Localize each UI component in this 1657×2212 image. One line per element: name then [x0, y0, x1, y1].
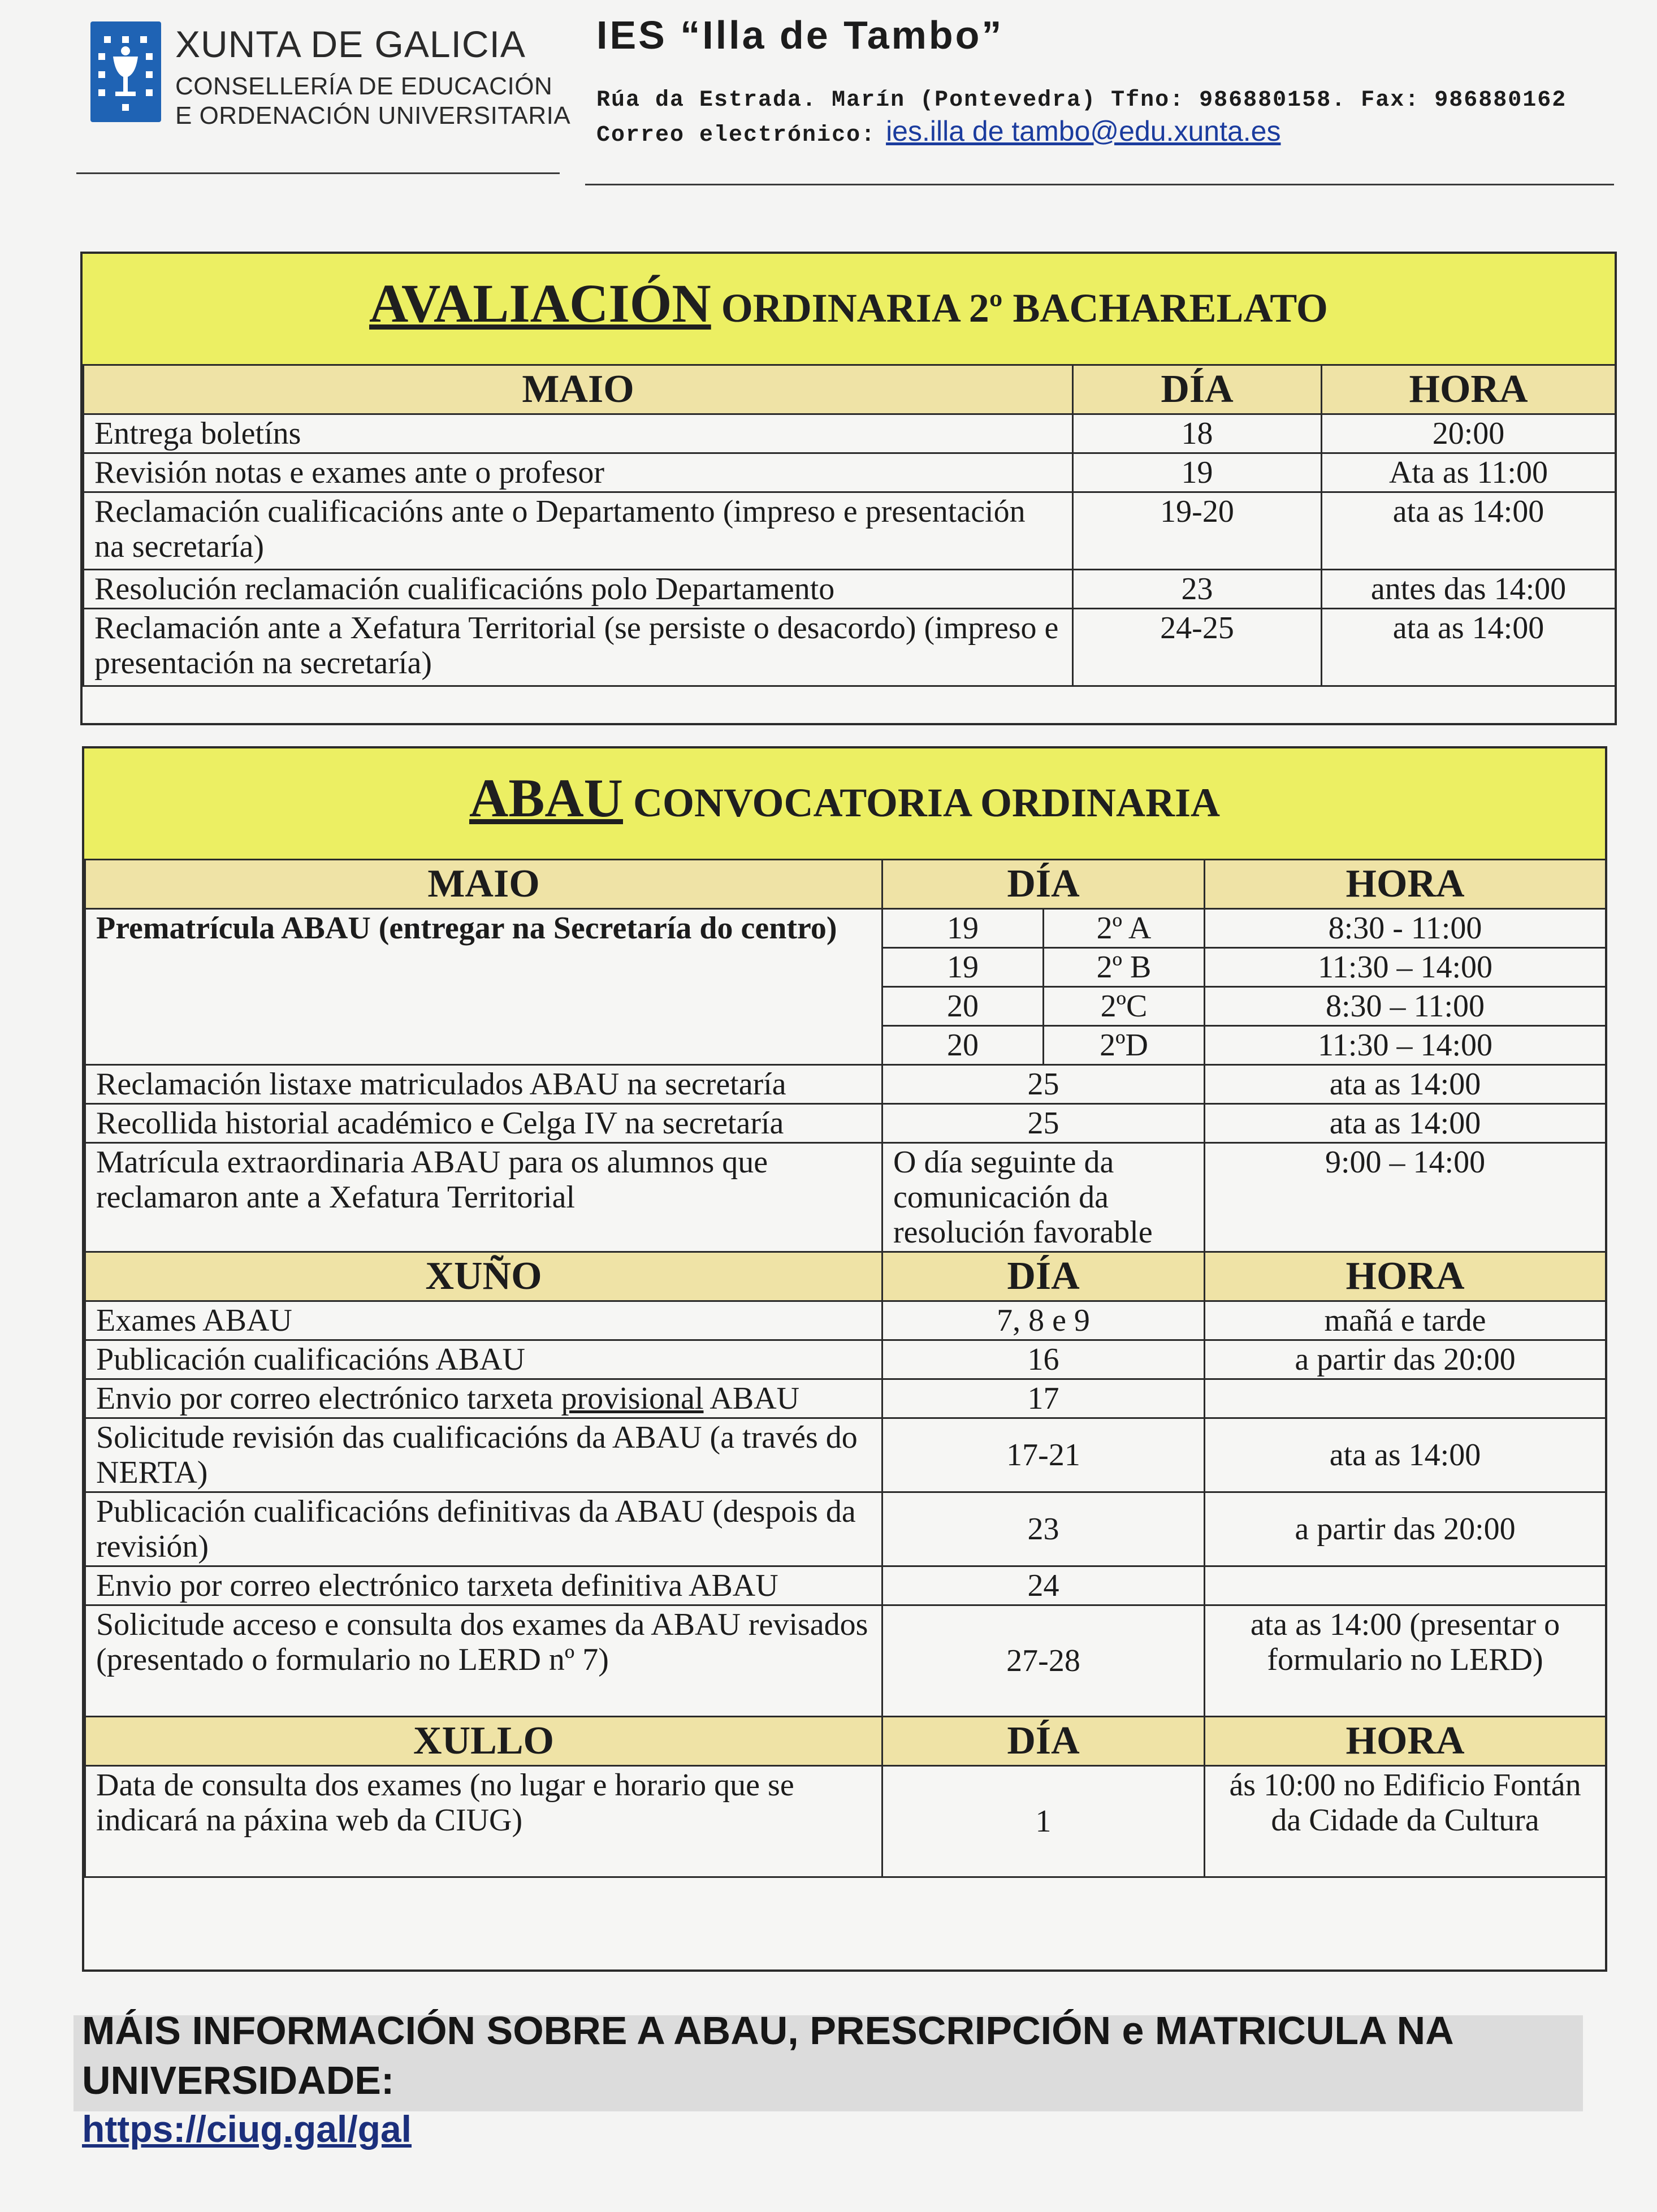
group-cell: 2º B: [1044, 948, 1205, 987]
abau-title-sub: CONVOCATORIA ORDINARIA: [623, 780, 1220, 825]
day-cell: 17-21: [882, 1418, 1205, 1492]
group-cell: 2ºC: [1044, 987, 1205, 1026]
day-cell: 20: [882, 1026, 1044, 1065]
day-cell: 24: [882, 1566, 1205, 1605]
activity-cell: Reclamación cualificacións ante o Departamento (impreso e presentación na secretaría): [84, 492, 1073, 570]
header-divider-left: [76, 172, 560, 174]
header-month: XUÑO: [85, 1252, 882, 1301]
abau-title-band: [84, 748, 1605, 861]
table-row: [85, 1418, 1606, 1492]
table-row: [85, 1379, 1606, 1418]
activity-cell: [85, 1379, 882, 1418]
day-cell: 19: [1073, 453, 1322, 492]
avaliacion-title-band: [83, 254, 1615, 366]
table-row: [85, 1065, 1606, 1104]
header-month: XULLO: [85, 1717, 882, 1766]
header-month: MAIO: [85, 860, 882, 909]
day-cell: 23: [1073, 570, 1322, 609]
day-cell: 19: [882, 909, 1044, 948]
table-row: [85, 1492, 1606, 1566]
hour-cell: ata as 14:00: [1205, 1418, 1606, 1492]
group-cell: 2º A: [1044, 909, 1205, 948]
day-cell: 27-28: [882, 1605, 1205, 1717]
hour-cell: 8:30 – 11:00: [1205, 987, 1606, 1026]
day-cell: 1: [882, 1766, 1205, 1877]
school-address: Rúa da Estrada. Marín (Pontevedra) Tfno: 986880158. Fax: 986880162: [596, 88, 1567, 113]
hour-cell: [1205, 1566, 1606, 1605]
day-cell: 18: [1073, 414, 1322, 453]
header-hour: HORA: [1322, 365, 1616, 414]
table-row: [84, 414, 1616, 453]
hour-cell: 8:30 - 11:00: [1205, 909, 1606, 948]
header-divider-right: [585, 184, 1614, 185]
day-cell: 17: [882, 1379, 1205, 1418]
header-day: DÍA: [882, 860, 1205, 909]
day-cell: 23: [882, 1492, 1205, 1566]
hour-cell: Ata as 11:00: [1322, 453, 1616, 492]
hour-cell: ata as 14:00: [1205, 1065, 1606, 1104]
table-header-row: [85, 1717, 1606, 1766]
hour-cell: [1205, 1379, 1606, 1418]
school-name: IES “Illa de Tambo”: [596, 13, 1004, 57]
avaliacion-title-sub: ORDINARIA 2º BACHARELATO: [711, 285, 1328, 331]
hour-cell: 20:00: [1322, 414, 1616, 453]
activity-cell: Exames ABAU: [85, 1301, 882, 1340]
xunta-department-line-2: E ORDENACIÓN UNIVERSITARIA: [175, 102, 571, 129]
table-row: [84, 492, 1616, 570]
xunta-logo: [90, 21, 161, 122]
day-cell: 25: [882, 1104, 1205, 1143]
table-row: [85, 1104, 1606, 1143]
day-cell: 7, 8 e 9: [882, 1301, 1205, 1340]
header-day: DÍA: [882, 1717, 1205, 1766]
day-cell: 19: [882, 948, 1044, 987]
activity-cell: Recollida historial académico e Celga IV na secretaría: [85, 1104, 882, 1143]
activity-text-post: ABAU: [703, 1381, 800, 1416]
activity-cell: Reclamación ante a Xefatura Territorial (se persiste o desacordo) (impreso e presentación na secretaría): [84, 609, 1073, 686]
hour-cell: 11:30 – 14:00: [1205, 948, 1606, 987]
header-month: MAIO: [84, 365, 1073, 414]
table-row: [85, 1340, 1606, 1379]
activity-cell: Envio por correo electrónico tarxeta definitiva ABAU: [85, 1566, 882, 1605]
avaliacion-table: [80, 252, 1617, 725]
prematricula-activity-cell: Prematrícula ABAU (entregar na Secretaría do centro): [85, 909, 882, 1065]
table-header-row: [85, 1252, 1606, 1301]
hour-cell: 11:30 – 14:00: [1205, 1026, 1606, 1065]
xunta-title: XUNTA DE GALICIA: [175, 23, 526, 65]
document-header: [0, 0, 1657, 204]
day-cell: O día seguinte da comunicación da resolución favorable: [882, 1143, 1205, 1252]
day-cell: 16: [882, 1340, 1205, 1379]
header-day: DÍA: [882, 1252, 1205, 1301]
footer-info-text: MÁIS INFORMACIÓN SOBRE A ABAU, PRESCRIPCIÓN e MATRICULA NA UNIVERSIDADE:: [82, 2008, 1453, 2102]
table-row: [85, 1566, 1606, 1605]
activity-cell: Data de consulta dos exames (no lugar e horario que se indicará na páxina web da CIUG): [85, 1766, 882, 1877]
table-row: [85, 1301, 1606, 1340]
hour-cell: ata as 14:00 (presentar o formulario no LERD): [1205, 1605, 1606, 1717]
activity-cell: Entrega boletíns: [84, 414, 1073, 453]
day-cell: 24-25: [1073, 609, 1322, 686]
table-row: [84, 453, 1616, 492]
activity-cell: Publicación cualificacións definitivas da ABAU (despois da revisión): [85, 1492, 882, 1566]
header-hour: HORA: [1205, 860, 1606, 909]
school-email-link[interactable]: ies.illa de tambo@edu.xunta.es: [886, 115, 1281, 147]
activity-cell: Solicitude revisión das cualificacións da ABAU (a través do NERTA): [85, 1418, 882, 1492]
activity-cell: Reclamación listaxe matriculados ABAU na secretaría: [85, 1065, 882, 1104]
hour-cell: a partir das 20:00: [1205, 1340, 1606, 1379]
table-row: [84, 609, 1616, 686]
day-cell: 25: [882, 1065, 1205, 1104]
activity-text-underlined: provisional: [561, 1381, 704, 1416]
hour-cell: ata as 14:00: [1322, 609, 1616, 686]
abau-title-main: ABAU: [469, 768, 623, 828]
header-day: DÍA: [1073, 365, 1322, 414]
activity-text-pre: Envio por correo electrónico tarxeta: [96, 1381, 561, 1416]
activity-cell: Solicitude acceso e consulta dos exames da ABAU revisados (presentado o formulario no LERD nº 7): [85, 1605, 882, 1717]
hour-cell: a partir das 20:00: [1205, 1492, 1606, 1566]
table-header-row: [85, 860, 1606, 909]
xunta-department-line-1: CONSELLERÍA DE EDUCACIÓN: [175, 72, 553, 100]
school-email-row: [596, 115, 1280, 148]
group-cell: 2ºD: [1044, 1026, 1205, 1065]
table-row: [85, 1766, 1606, 1877]
day-cell: 19-20: [1073, 492, 1322, 570]
avaliacion-grid: [83, 364, 1616, 687]
school-email-label: Correo electrónico:: [596, 123, 876, 148]
activity-cell: Resolución reclamación cualificacións polo Departamento: [84, 570, 1073, 609]
hour-cell: antes das 14:00: [1322, 570, 1616, 609]
table-row: [85, 1605, 1606, 1717]
xunta-shield-icon: [90, 21, 161, 122]
table-row: [84, 570, 1616, 609]
table-row: [85, 1143, 1606, 1252]
ciug-link[interactable]: https://ciug.gal/gal: [82, 2108, 412, 2150]
activity-cell: Matrícula extraordinaria ABAU para os alumnos que reclamaron ante a Xefatura Territorial: [85, 1143, 882, 1252]
table-row: [85, 909, 1606, 948]
avaliacion-title-main: AVALIACIÓN: [369, 273, 711, 334]
hour-cell: ata as 14:00: [1322, 492, 1616, 570]
abau-grid: [84, 859, 1607, 1878]
activity-cell: Revisión notas e exames ante o profesor: [84, 453, 1073, 492]
abau-table: [82, 746, 1607, 1972]
hour-cell: 9:00 – 14:00: [1205, 1143, 1606, 1252]
hour-cell: mañá e tarde: [1205, 1301, 1606, 1340]
activity-cell: Publicación cualificacións ABAU: [85, 1340, 882, 1379]
day-cell: 20: [882, 987, 1044, 1026]
table-header-row: [84, 365, 1616, 414]
header-hour: HORA: [1205, 1717, 1606, 1766]
hour-cell: ata as 14:00: [1205, 1104, 1606, 1143]
hour-cell: ás 10:00 no Edificio Fontán da Cidade da Cultura: [1205, 1766, 1606, 1877]
header-hour: HORA: [1205, 1252, 1606, 1301]
